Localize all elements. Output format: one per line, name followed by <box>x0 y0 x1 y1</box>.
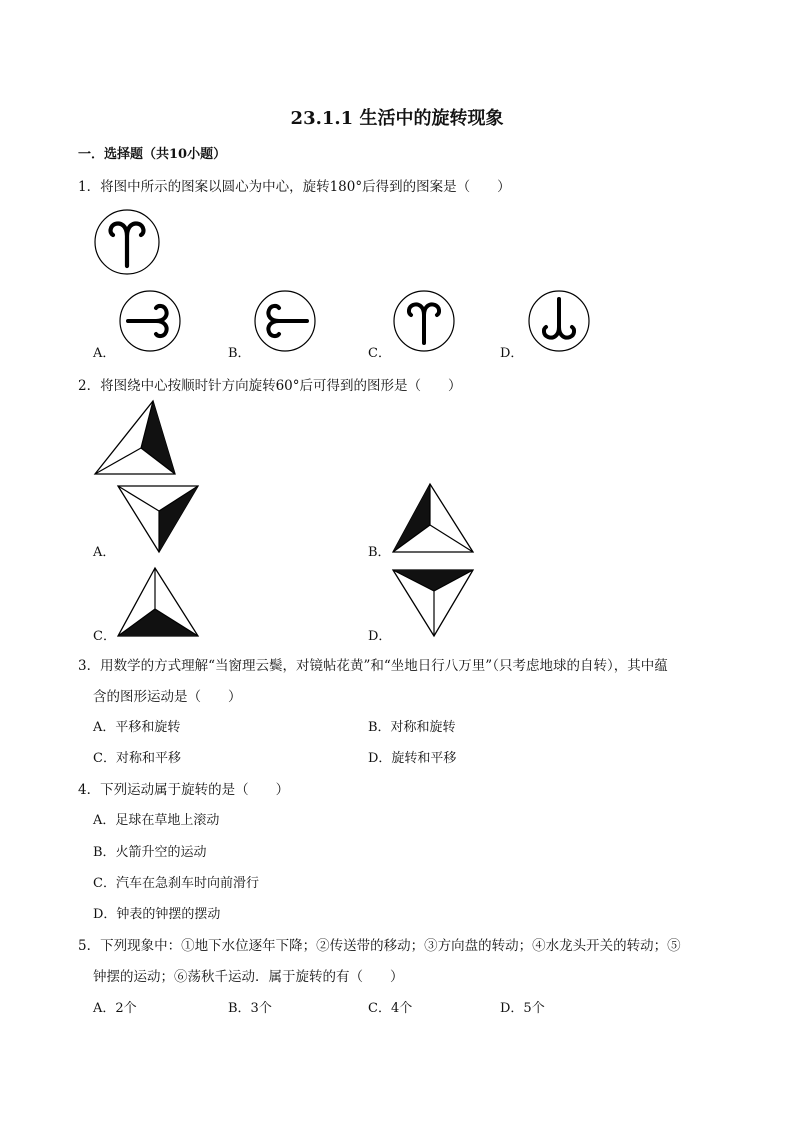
q2-stem: 2．将图绕中心按顺时针方向旋转60°后可得到的图形是（ ） <box>78 378 462 394</box>
q2-option-d-label[interactable]: D． <box>368 629 392 644</box>
q1-stem: 1．将图中所示的图案以圆心为中心，旋转180°后得到的图案是（ ） <box>78 179 511 195</box>
q2-option-c-figure[interactable] <box>117 567 199 637</box>
q5-option-c[interactable]: C．4个 <box>368 1001 413 1016</box>
q3-stem-line1: 3．用数学的方式理解“当窗理云鬓，对镜帖花黄”和“坐地日行八万里”（只考虑地球的自转），其中蕴 <box>78 658 668 674</box>
q2-option-b-figure[interactable] <box>392 483 474 553</box>
q2-option-b-label[interactable]: B． <box>368 545 391 560</box>
q2-original-figure <box>94 400 176 475</box>
q3-option-b[interactable]: B．对称和旋转 <box>368 720 456 735</box>
section-heading: 一．选择题（共10小题） <box>78 147 227 162</box>
q5-option-d[interactable]: D．5个 <box>500 1001 545 1016</box>
q4-option-d[interactable]: D．钟表的钟摆的摆动 <box>93 907 221 922</box>
q2-option-a-figure[interactable] <box>117 485 199 553</box>
q2-option-d-figure[interactable] <box>392 569 474 637</box>
q5-option-a[interactable]: A．2个 <box>93 1001 137 1016</box>
q3-option-c[interactable]: C．对称和平移 <box>93 751 181 766</box>
q1-option-b-figure[interactable] <box>253 289 317 353</box>
page-title: 23.1.1 生活中的旋转现象 <box>290 108 504 129</box>
q5-stem-line2: 钟摆的运动；⑥荡秋千运动．属于旋转的有（ ） <box>93 969 404 985</box>
q3-option-d[interactable]: D．旋转和平移 <box>368 751 457 766</box>
q2-option-c-label[interactable]: C． <box>93 629 116 644</box>
q1-option-d-figure[interactable] <box>527 289 591 353</box>
ram-horn-symbol <box>111 224 144 267</box>
q1-original-figure <box>93 208 161 276</box>
q1-option-a-label[interactable]: A． <box>93 346 116 361</box>
q4-option-b[interactable]: B．火箭升空的运动 <box>93 845 207 860</box>
q1-option-c-label[interactable]: C． <box>368 346 391 361</box>
q2-option-a-label[interactable]: A． <box>93 545 116 560</box>
q4-option-a[interactable]: A．足球在草地上滚动 <box>93 813 220 828</box>
q5-option-b[interactable]: B．3个 <box>228 1001 272 1016</box>
q1-option-a-figure[interactable] <box>118 289 182 353</box>
q4-stem: 4．下列运动属于旋转的是（ ） <box>78 782 290 798</box>
q5-stem-line1: 5．下列现象中：①地下水位逐年下降；②传送带的移动；③方向盘的转动；④水龙头开关的转动；⑤ <box>78 938 681 954</box>
q1-option-b-label[interactable]: B． <box>228 346 251 361</box>
q3-option-a[interactable]: A．平移和旋转 <box>93 720 181 735</box>
q4-option-c[interactable]: C．汽车在急刹车时向前滑行 <box>93 876 259 891</box>
q3-stem-line2: 含的图形运动是（ ） <box>93 689 242 705</box>
q1-option-c-figure[interactable] <box>392 289 456 353</box>
q1-option-d-label[interactable]: D． <box>500 346 524 361</box>
